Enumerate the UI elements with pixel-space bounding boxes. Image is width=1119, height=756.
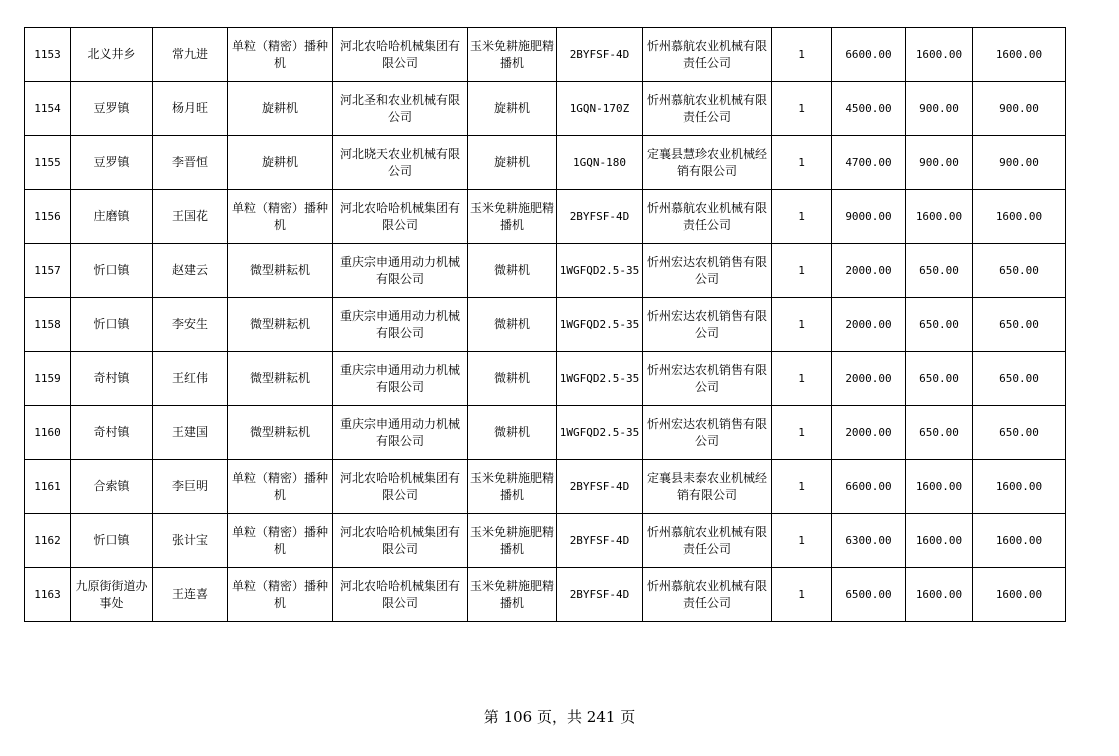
record-number: 1160 [25,406,71,460]
table-row [25,298,1066,352]
subsidy-cell: 650.00 [906,298,973,352]
buyer-name-cell: 杨月旺 [153,82,228,136]
subsidy-cell: 650.00 [906,352,973,406]
quantity-cell: 1 [772,298,832,352]
machine-type-cell: 微型耕耘机 [228,298,333,352]
table-row [25,190,1066,244]
manufacturer-cell: 重庆宗申通用动力机械有限公司 [333,406,468,460]
table-row [25,460,1066,514]
table-row [25,28,1066,82]
product-name-cell: 旋耕机 [468,136,557,190]
subsidy-cell: 1600.00 [906,28,973,82]
quantity-cell: 1 [772,352,832,406]
dealer-cell: 定襄县慧珍农业机械经销有限公司 [643,136,772,190]
quantity-cell: 1 [772,460,832,514]
dealer-cell: 忻州宏达农机销售有限公司 [643,244,772,298]
subsidy-table [24,27,1066,622]
model-cell: 2BYFSF-4D [557,190,643,244]
table-row [25,406,1066,460]
town-cell: 奇村镇 [71,352,153,406]
product-name-cell: 微耕机 [468,352,557,406]
record-number: 1162 [25,514,71,568]
manufacturer-cell: 河北圣和农业机械有限公司 [333,82,468,136]
dealer-cell: 定襄县耒泰农业机械经销有限公司 [643,460,772,514]
manufacturer-cell: 河北农哈哈机械集团有限公司 [333,568,468,622]
page-footer [0,706,1119,727]
model-cell: 1WGFQD2.5-35 [557,406,643,460]
quantity-cell: 1 [772,406,832,460]
dealer-cell: 忻州慕航农业机械有限责任公司 [643,514,772,568]
footer-suffix: 页 [620,708,636,726]
price-cell: 2000.00 [832,406,906,460]
price-cell: 2000.00 [832,244,906,298]
product-name-cell: 玉米免耕施肥精播机 [468,28,557,82]
price-cell: 4500.00 [832,82,906,136]
product-name-cell: 玉米免耕施肥精播机 [468,460,557,514]
town-cell: 豆罗镇 [71,82,153,136]
record-number: 1156 [25,190,71,244]
machine-type-cell: 旋耕机 [228,136,333,190]
manufacturer-cell: 重庆宗申通用动力机械有限公司 [333,298,468,352]
buyer-name-cell: 李安生 [153,298,228,352]
manufacturer-cell: 河北农哈哈机械集团有限公司 [333,514,468,568]
record-number: 1155 [25,136,71,190]
table-row [25,514,1066,568]
dealer-cell: 忻州宏达农机销售有限公司 [643,406,772,460]
manufacturer-cell: 河北农哈哈机械集团有限公司 [333,460,468,514]
buyer-name-cell: 张计宝 [153,514,228,568]
quantity-cell: 1 [772,568,832,622]
total-subsidy-cell: 1600.00 [973,190,1066,244]
total-subsidy-cell: 1600.00 [973,28,1066,82]
buyer-name-cell: 王红伟 [153,352,228,406]
price-cell: 9000.00 [832,190,906,244]
record-number: 1163 [25,568,71,622]
model-cell: 1WGFQD2.5-35 [557,352,643,406]
record-number: 1158 [25,298,71,352]
manufacturer-cell: 重庆宗申通用动力机械有限公司 [333,244,468,298]
town-cell: 北义井乡 [71,28,153,82]
product-name-cell: 玉米免耕施肥精播机 [468,568,557,622]
town-cell: 忻口镇 [71,244,153,298]
buyer-name-cell: 王建国 [153,406,228,460]
table-row [25,352,1066,406]
subsidy-cell: 900.00 [906,136,973,190]
footer-middle: 页，共 [536,708,582,726]
town-cell: 豆罗镇 [71,136,153,190]
footer-prefix: 第 [483,708,499,726]
subsidy-cell: 1600.00 [906,190,973,244]
quantity-cell: 1 [772,136,832,190]
town-cell: 忻口镇 [71,514,153,568]
model-cell: 2BYFSF-4D [557,460,643,514]
machine-type-cell: 旋耕机 [228,82,333,136]
manufacturer-cell: 河北晓天农业机械有限公司 [333,136,468,190]
model-cell: 2BYFSF-4D [557,28,643,82]
table-row [25,568,1066,622]
quantity-cell: 1 [772,28,832,82]
subsidy-cell: 650.00 [906,244,973,298]
model-cell: 1GQN-170Z [557,82,643,136]
buyer-name-cell: 赵建云 [153,244,228,298]
price-cell: 4700.00 [832,136,906,190]
product-name-cell: 微耕机 [468,244,557,298]
town-cell: 忻口镇 [71,298,153,352]
product-name-cell: 玉米免耕施肥精播机 [468,514,557,568]
machine-type-cell: 单粒（精密）播种机 [228,568,333,622]
table-body [25,28,1066,622]
total-subsidy-cell: 650.00 [973,352,1066,406]
page-number: 106 [503,708,533,726]
machine-type-cell: 单粒（精密）播种机 [228,460,333,514]
price-cell: 6300.00 [832,514,906,568]
buyer-name-cell: 李晋恒 [153,136,228,190]
machine-type-cell: 单粒（精密）播种机 [228,190,333,244]
dealer-cell: 忻州慕航农业机械有限责任公司 [643,568,772,622]
dealer-cell: 忻州慕航农业机械有限责任公司 [643,28,772,82]
machine-type-cell: 单粒（精密）播种机 [228,514,333,568]
record-number: 1159 [25,352,71,406]
dealer-cell: 忻州慕航农业机械有限责任公司 [643,190,772,244]
manufacturer-cell: 河北农哈哈机械集团有限公司 [333,28,468,82]
table-row [25,82,1066,136]
town-cell: 九原街街道办事处 [71,568,153,622]
quantity-cell: 1 [772,82,832,136]
record-number: 1153 [25,28,71,82]
model-cell: 1GQN-180 [557,136,643,190]
machine-type-cell: 微型耕耘机 [228,244,333,298]
model-cell: 2BYFSF-4D [557,568,643,622]
model-cell: 2BYFSF-4D [557,514,643,568]
total-subsidy-cell: 650.00 [973,298,1066,352]
subsidy-cell: 900.00 [906,82,973,136]
subsidy-cell: 1600.00 [906,568,973,622]
quantity-cell: 1 [772,514,832,568]
dealer-cell: 忻州宏达农机销售有限公司 [643,352,772,406]
manufacturer-cell: 河北农哈哈机械集团有限公司 [333,190,468,244]
machine-type-cell: 微型耕耘机 [228,352,333,406]
machine-type-cell: 微型耕耘机 [228,406,333,460]
total-subsidy-cell: 900.00 [973,136,1066,190]
product-name-cell: 旋耕机 [468,82,557,136]
subsidy-cell: 1600.00 [906,460,973,514]
table-row [25,136,1066,190]
dealer-cell: 忻州宏达农机销售有限公司 [643,298,772,352]
product-name-cell: 微耕机 [468,406,557,460]
model-cell: 1WGFQD2.5-35 [557,298,643,352]
buyer-name-cell: 王国花 [153,190,228,244]
product-name-cell: 玉米免耕施肥精播机 [468,190,557,244]
town-cell: 合索镇 [71,460,153,514]
total-subsidy-cell: 1600.00 [973,514,1066,568]
subsidy-cell: 1600.00 [906,514,973,568]
machine-type-cell: 单粒（精密）播种机 [228,28,333,82]
quantity-cell: 1 [772,244,832,298]
table-row [25,244,1066,298]
buyer-name-cell: 王连喜 [153,568,228,622]
dealer-cell: 忻州慕航农业机械有限责任公司 [643,82,772,136]
price-cell: 6600.00 [832,460,906,514]
total-subsidy-cell: 1600.00 [973,460,1066,514]
buyer-name-cell: 李巨明 [153,460,228,514]
record-number: 1161 [25,460,71,514]
total-subsidy-cell: 650.00 [973,244,1066,298]
total-subsidy-cell: 650.00 [973,406,1066,460]
price-cell: 6500.00 [832,568,906,622]
price-cell: 6600.00 [832,28,906,82]
quantity-cell: 1 [772,190,832,244]
town-cell: 庄磨镇 [71,190,153,244]
model-cell: 1WGFQD2.5-35 [557,244,643,298]
product-name-cell: 微耕机 [468,298,557,352]
price-cell: 2000.00 [832,298,906,352]
total-subsidy-cell: 900.00 [973,82,1066,136]
subsidy-cell: 650.00 [906,406,973,460]
total-pages: 241 [586,708,616,726]
total-subsidy-cell: 1600.00 [973,568,1066,622]
town-cell: 奇村镇 [71,406,153,460]
record-number: 1157 [25,244,71,298]
price-cell: 2000.00 [832,352,906,406]
buyer-name-cell: 常九进 [153,28,228,82]
record-number: 1154 [25,82,71,136]
manufacturer-cell: 重庆宗申通用动力机械有限公司 [333,352,468,406]
